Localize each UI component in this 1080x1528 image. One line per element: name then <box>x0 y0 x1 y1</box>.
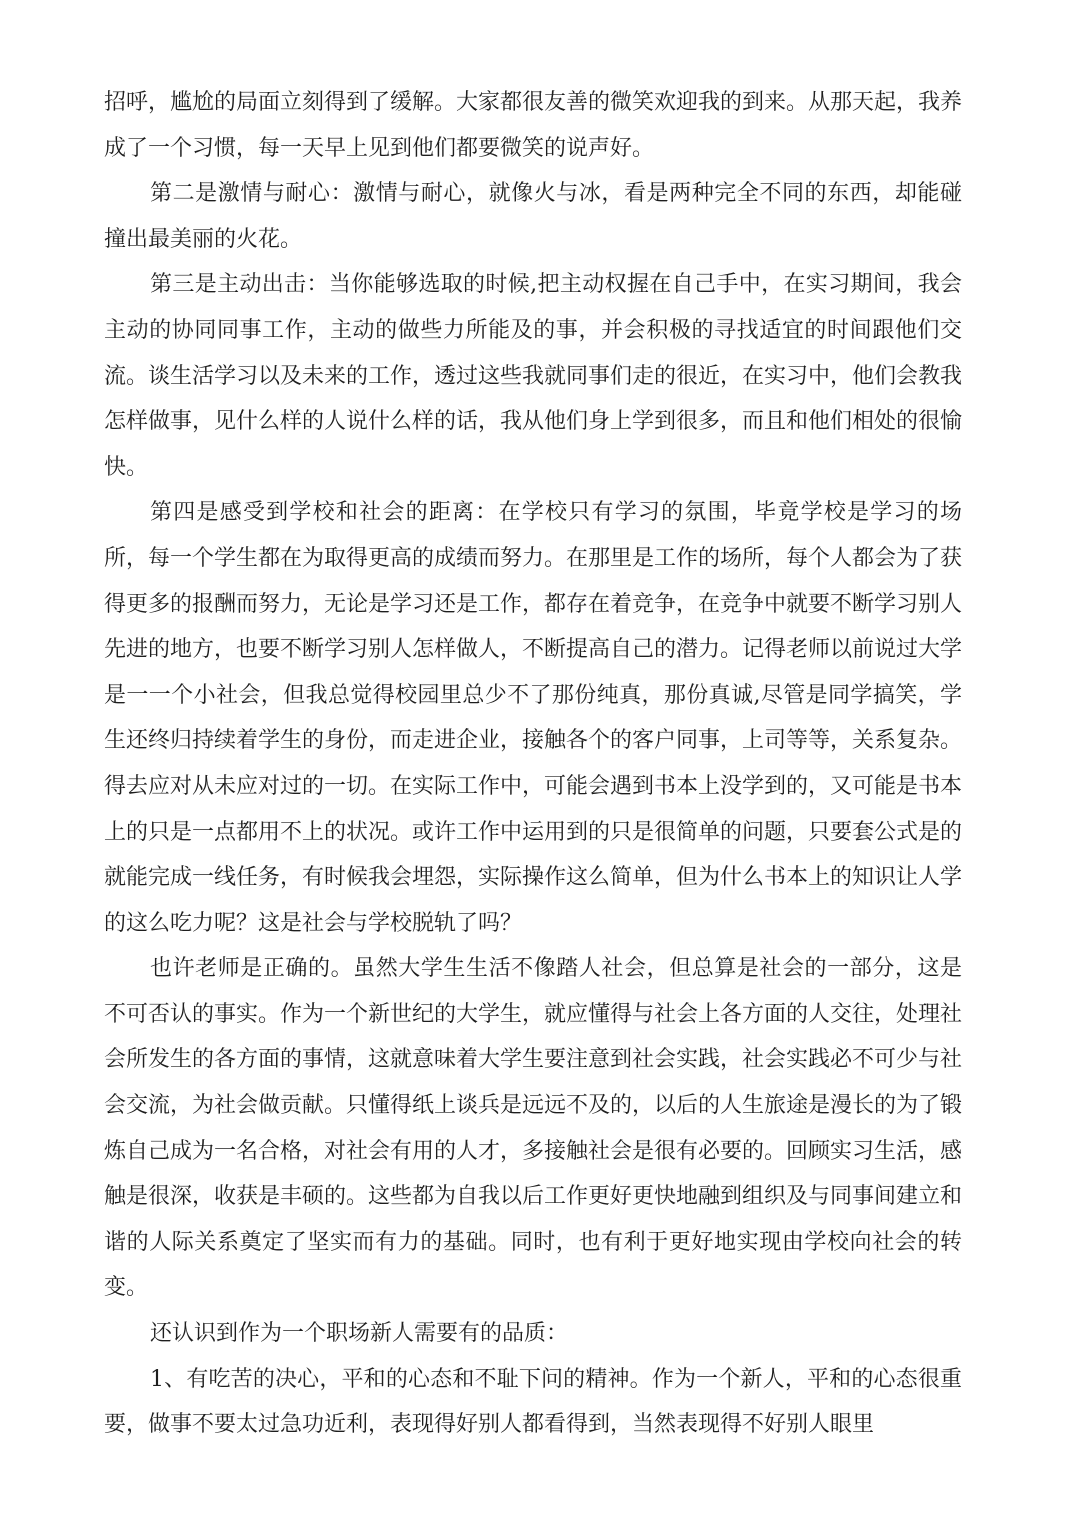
paragraph-passion-patience: 第二是激情与耐心：激情与耐心，就像火与冰，看是两种完全不同的东西，却能碰撞出最美丽的火花。 <box>104 181 962 252</box>
paragraph-take-initiative: 第三是主动出击：当你能够选取的时候,把主动权握在自己手中，在实习期间，我会主动的协同同事工作，主动的做些力所能及的事，并会积极的寻找适宜的时间跟他们交流。谈生活学习以及未来的工作，透过这些我就同事们走的很近，在实习中，他们会教我怎样做事，见什么样的人说什么样的话，我从他们身上学到很多，而且和他们相处的很愉快。 <box>104 272 963 480</box>
paragraph-school-society-gap: 第四是感受到学校和社会的距离：在学校只有学习的氛围，毕竟学校是学习的场所，每一个学生都在为取得更高的成绩而努力。在那里是工作的场所，每个人都会为了获得更多的报酬而努力，无论是学习还是工作，都存在着竞争，在竞争中就要不断学习别人先进的地方，也要不断学习别人怎样做人，不断提高自己的潜力。记得老师以前说过大学是一一个小社会，但我总觉得校园里总少不了那份纯真，那份真诚,尽管是同学搞笑，学生还终归持续着学生的身份，而走进企业，接触各个的客户同事，上司等等，关系复杂。得去应对从未应对过的一切。在实际工作中，可能会遇到书本上没学到的，又可能是书本上的只是一点都用不上的状况。或许工作中运用到的只是很简单的问题，只要套公式是的就能完成一线任务，有时候我会埋怨，实际操作这么简单，但为什么书本上的知识让人学的这么吃力呢？这是社会与学校脱轨了吗？ <box>104 500 963 936</box>
list-item-hardship-attitude: 1、有吃苦的决心，平和的心态和不耻下问的精神。作为一个新人，平和的心态很重要，做事不要太过急功近利，表现得好别人都看得到，当然表现得不好别人眼里 <box>104 1366 962 1438</box>
paragraph-qualities-intro: 还认识到作为一个职场新人需要有的品质： <box>150 1321 569 1347</box>
paragraph-teacher-was-right: 也许老师是正确的。虽然大学生生活不像踏人社会，但总算是社会的一部分，这是不可否认的事实。作为一个新世纪的大学生，就应懂得与社会上各方面的人交往，处理社会所发生的各方面的事情，这就意味着大学生要注意到社会实践，社会实践必不可少与社会交流，为社会做贡献。只懂得纸上谈兵是远远不及的，以后的人生旅途是漫长的为了锻炼自己成为一名合格，对社会有用的人才，多接触社会是很有必要的。回顾实习生活，感触是很深，收获是丰硕的。这些都为自我以后工作更好更快地融到组织及与同事间建立和谐的人际关系奠定了坚实而有力的基础。同时，也有利于更好地实现由学校向社会的转变。 <box>104 956 963 1301</box>
paragraph-greeting-continued: 招呼，尴尬的局面立刻得到了缓解。大家都很友善的微笑欢迎我的到来。从那天起，我养成了一个习惯，每一天早上见到他们都要微笑的说声好。 <box>104 90 963 161</box>
document-page <box>104 80 962 1448</box>
